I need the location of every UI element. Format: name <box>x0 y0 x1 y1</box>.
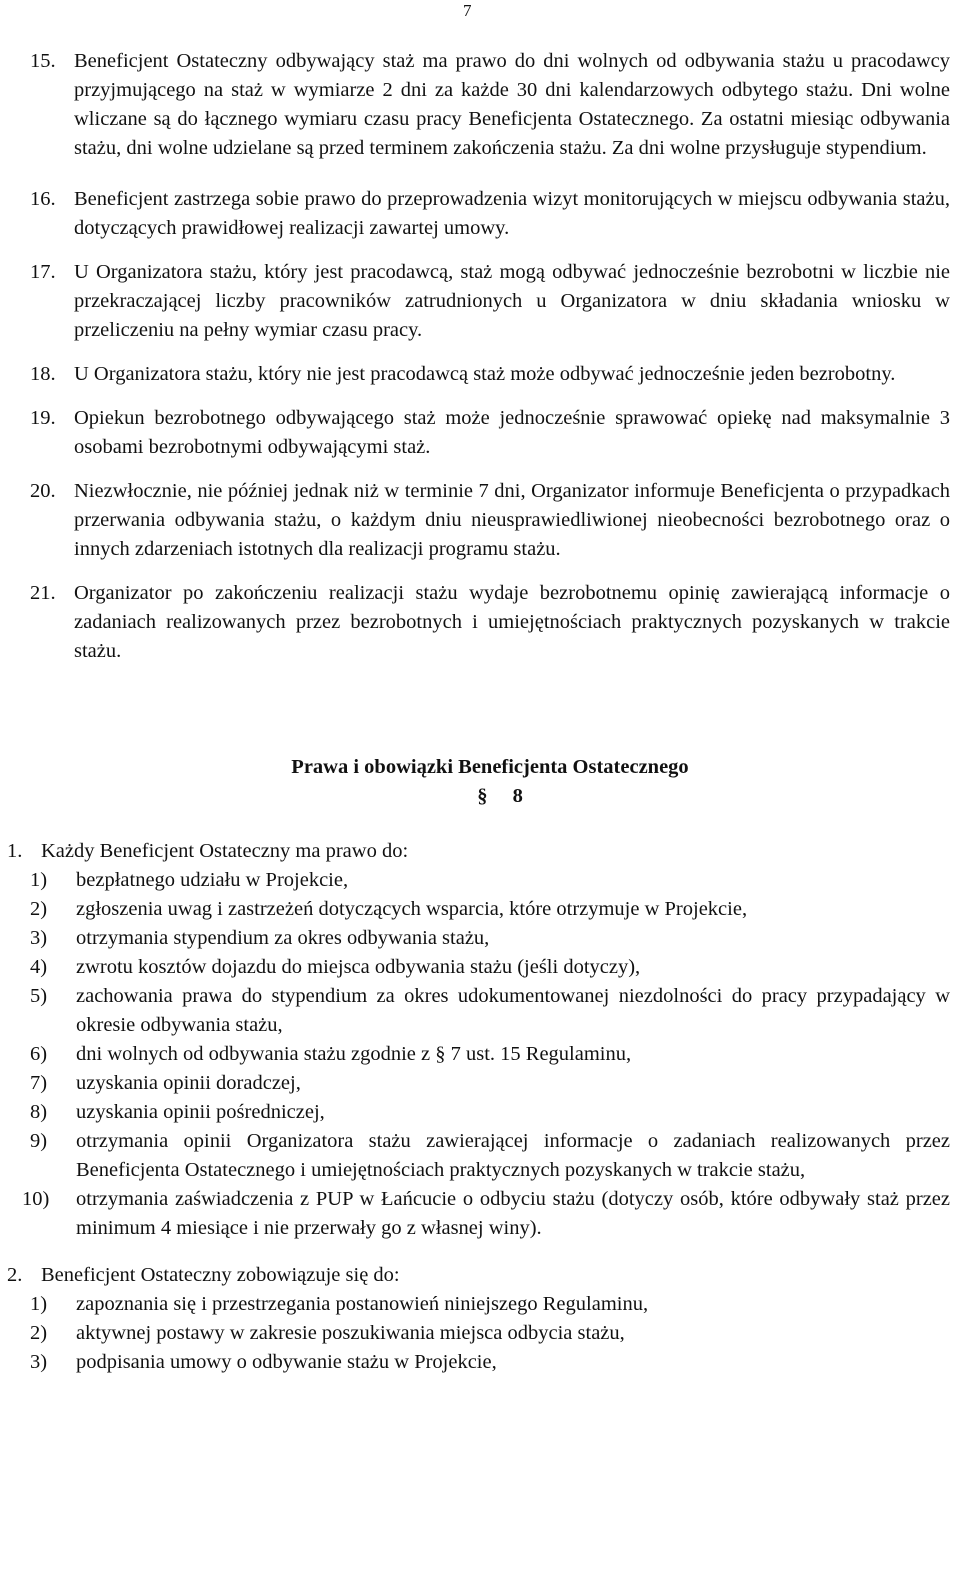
item-text: otrzymania opinii Organizatora stażu zawierającej informacje o zadaniach realizowanych przez Beneficjenta Ostatecznego i umiejętnościach praktycznych pozyskanych w trakcie stażu, <box>76 1130 950 1181</box>
section-number <box>30 782 950 811</box>
list-item <box>30 1127 950 1185</box>
item-number: 3) <box>30 1351 48 1373</box>
page-number: 7 <box>463 1 472 20</box>
item-number: 1) <box>30 1293 48 1315</box>
item-text: podpisania umowy o odbywanie stażu w Projekcie, <box>76 1351 497 1373</box>
paragraph-21 <box>30 579 950 666</box>
paragraph-number: 17. <box>30 261 56 283</box>
rights-intro <box>0 837 950 866</box>
item-text: uzyskania opinii doradczej, <box>76 1072 301 1094</box>
list-item <box>30 866 950 895</box>
section-mark-symbol: § <box>477 785 488 807</box>
item-number: 10) <box>22 1188 50 1210</box>
obligations-intro <box>0 1261 950 1290</box>
item-number: 1) <box>30 869 48 891</box>
paragraph-text: Niezwłocznie, nie później jednak niż w terminie 7 dni, Organizator informuje Beneficjenta o przypadkach przerwania odbywania stażu, o każdym dniu nieusprawiedliwionej nieobecności bezrobotnego oraz o innych zdarzeniach istotnych dla realizacji programu stażu. <box>74 480 950 560</box>
paragraph-text: U Organizatora stażu, który jest pracodawcą, staż mogą odbywać jednocześnie bezrobotni w liczbie nie przekraczającej liczby pracowników zatrudnionych u Organizatora w dniu składania wniosku w przeliczeniu na pełny wymiar czasu pracy. <box>74 261 950 341</box>
item-text: zapoznania się i przestrzegania postanowień niniejszego Regulaminu, <box>76 1293 649 1315</box>
list-item <box>30 924 950 953</box>
item-text: zwrotu kosztów dojazdu do miejsca odbywania stażu (jeśli dotyczy), <box>76 956 641 978</box>
obligations-list <box>30 1290 950 1377</box>
item-text: otrzymania zaświadczenia z PUP w Łańcucie o odbyciu stażu (dotyczy osób, które odbywały staż przez minimum 4 miesiące i nie przerwały go z własnej winy). <box>76 1188 950 1239</box>
obligations-block <box>7 1261 950 1377</box>
list-number: 2. <box>7 1264 23 1286</box>
item-text: aktywnej postawy w zakresie poszukiwania miejsca odbycia stażu, <box>76 1322 625 1344</box>
item-number: 4) <box>30 956 48 978</box>
item-text: zgłoszenia uwag i zastrzeżeń dotyczących wsparcia, które otrzymuje w Projekcie, <box>76 898 748 920</box>
section-mark-number: 8 <box>512 785 523 807</box>
paragraph-number: 16. <box>30 188 56 210</box>
item-text: otrzymania stypendium za okres odbywania stażu, <box>76 927 490 949</box>
list-item <box>30 1290 950 1319</box>
paragraph-text: Opiekun bezrobotnego odbywającego staż może jednocześnie sprawować opiekę nad maksymalnie 3 osobami bezrobotnymi odbywającymi staż. <box>74 407 950 458</box>
paragraph-18 <box>30 360 950 389</box>
paragraph-number: 15. <box>30 50 56 72</box>
list-item <box>30 982 950 1040</box>
item-text: dni wolnych od odbywania stażu zgodnie z § 7 ust. 15 Regulaminu, <box>76 1043 632 1065</box>
paragraph-text: Organizator po zakończeniu realizacji stażu wydaje bezrobotnemu opinię zawierającą informacje o zadaniach realizowanych przez bezrobotnych i umiejętnościach praktycznych pozyskanych w trakcie stażu. <box>74 582 950 662</box>
list-item <box>30 1098 950 1127</box>
item-number: 9) <box>30 1130 48 1152</box>
list-item <box>30 895 950 924</box>
paragraph-text: Beneficjent zastrzega sobie prawo do przeprowadzenia wizyt monitorujących w miejscu odbywania stażu, dotyczących prawidłowej realizacji zawartej umowy. <box>74 188 950 239</box>
list-item <box>30 1069 950 1098</box>
paragraph-number: 18. <box>30 363 56 385</box>
rights-block <box>7 837 950 1243</box>
paragraph-number: 20. <box>30 480 56 502</box>
item-number: 6) <box>30 1043 48 1065</box>
paragraph-17 <box>30 258 950 345</box>
list-item <box>30 1040 950 1069</box>
item-text: uzyskania opinii pośredniczej, <box>76 1101 325 1123</box>
list-item <box>30 1348 950 1377</box>
paragraph-15 <box>30 47 950 163</box>
paragraph-text: Beneficjent Ostateczny odbywający staż ma prawo do dni wolnych od odbywania stażu u pracodawcy przyjmującego na staż w wymiarze 2 dni za każde 30 dni kalendarzowych odbytego stażu. Dni wolne wliczane są do łącznego wymiaru czasu pracy Beneficjenta Ostatecznego. Za ostatni miesiąc odbywania stażu, dni wolne udzielane są przed terminem zakończenia stażu. Za dni wolne przysługuje stypendium. <box>74 50 950 159</box>
item-number: 8) <box>30 1101 48 1123</box>
list-item <box>30 1319 950 1348</box>
paragraph-16 <box>30 185 950 243</box>
list-item <box>30 953 950 982</box>
section-heading: Prawa i obowiązki Beneficjenta Ostatecznego <box>291 756 689 778</box>
item-text: bezpłatnego udziału w Projekcie, <box>76 869 349 891</box>
document-body <box>7 47 950 1395</box>
item-number: 5) <box>30 985 48 1007</box>
list-intro-text: Beneficjent Ostateczny zobowiązuje się do: <box>41 1264 400 1286</box>
list-number: 1. <box>7 840 23 862</box>
list-intro-text: Każdy Beneficjent Ostateczny ma prawo do: <box>41 840 409 862</box>
item-number: 3) <box>30 927 48 949</box>
rights-list <box>22 866 950 1243</box>
paragraph-text: U Organizatora stażu, który nie jest pracodawcą staż może odbywać jednocześnie jeden bezrobotny. <box>74 363 896 385</box>
paragraph-19 <box>30 404 950 462</box>
paragraph-number: 19. <box>30 407 56 429</box>
paragraph-20 <box>30 477 950 564</box>
list-item <box>22 1185 950 1243</box>
item-number: 2) <box>30 898 48 920</box>
paragraph-number: 21. <box>30 582 56 604</box>
item-number: 7) <box>30 1072 48 1094</box>
item-text: zachowania prawa do stypendium za okres udokumentowanej niezdolności do pracy przypadający w okresie odbywania stażu, <box>76 985 950 1036</box>
item-number: 2) <box>30 1322 48 1344</box>
